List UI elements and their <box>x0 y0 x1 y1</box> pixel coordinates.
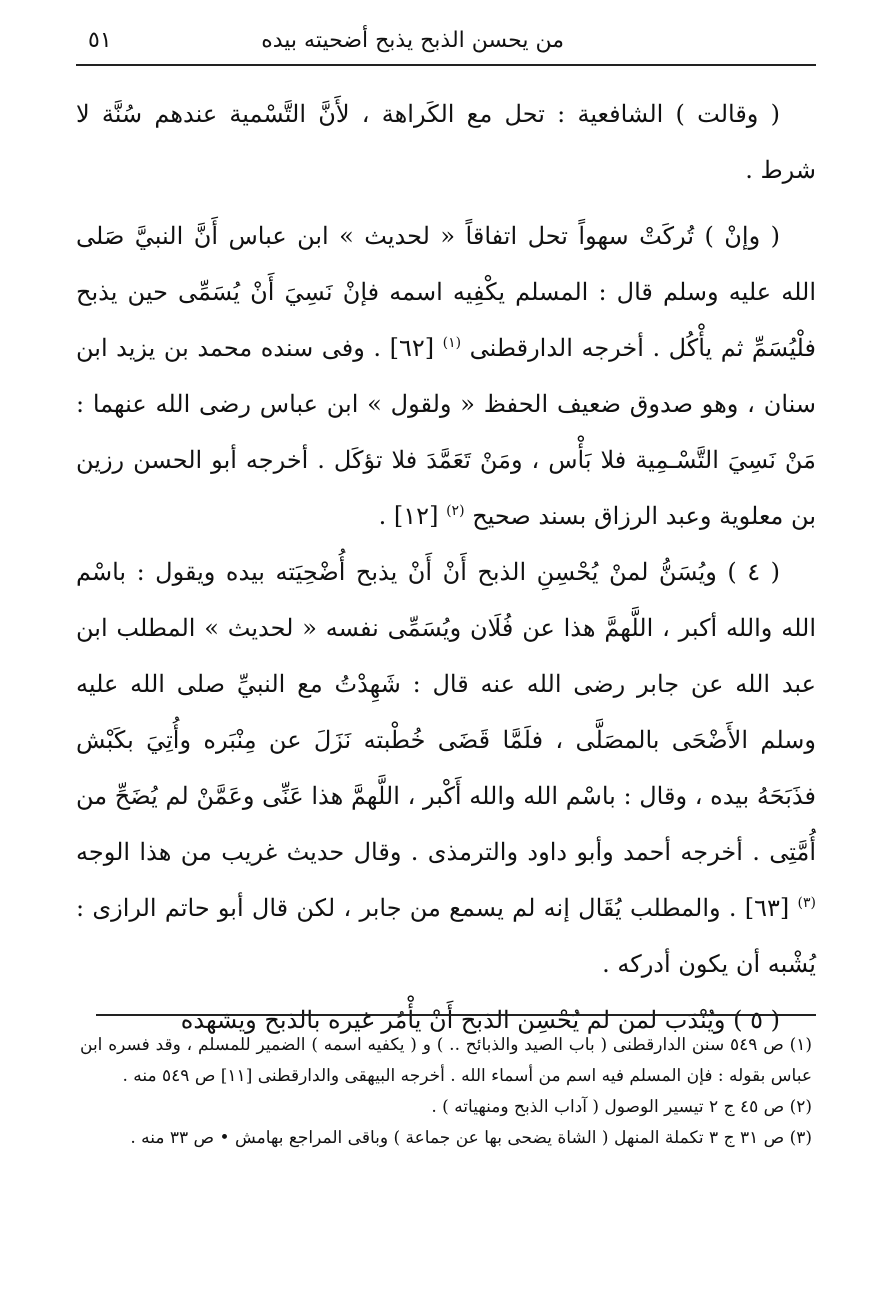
footnote-3 <box>80 1123 812 1154</box>
header-rule <box>76 64 816 66</box>
footnote-1 <box>80 1030 812 1092</box>
footnote-1-text: (١) ص ٥٤٩ سنن الدارقطنى ( باب الصيد والذبائح .. ) و ( يكفيه اسمه ) الضمير للمسلم ، وقد فسره ابن عباس بقوله : فإن المسلم فيه اسم من أسماء الله . أخرجه البيهقى والدارقطنى [١١] ص ٥٤٩ منه . <box>80 1035 812 1086</box>
footnote-ref-1: (١) <box>442 335 462 351</box>
footnote-2-text: (٢) ص ٤٥ ج ٢ تيسير الوصول ( آداب الذبح ومنهياته ) . <box>431 1097 812 1117</box>
paragraph-2 <box>76 208 816 544</box>
paragraph-2-text: ( وإنْ ) تُركَتْ سهواً تحل اتفاقاً « لحديث » ابن عباس أَنَّ النبيَّ صَلى الله عليه وسلم قال : المسلم يكْفِيه اسمه فإنْ نَسِيَ أَنْ يُسَمِّى حين يذبح فلْيُسَمِّ ثم يأْكُل . أخرجه الدارقطنى <box>76 222 816 362</box>
footnote-ref-3: (٣) <box>797 895 816 911</box>
paragraph-3-text: ( ٤ ) ويُسَنُّ لمنْ يُحْسِنِ الذبح أَنْ أَنْ يذبح أُضْحِيَته بيده ويقول : باسْم الله والله أكبر ، اللَّهمَّ هذا عن فُلَان ويُسَمِّى نفسه « لحديث » المطلب ابن عبد الله عن جابر رضى الله عنه قال : شَهِدْتُ مع النبيِّ صلى الله عليه وسلم الأَضْحَى بالمصَلَّى ، فلَمَّا قَضَى خُطْبته نَزَلَ عن مِنْبَره وأُتِيَ بكَبْش فذَبَحَهُ بيده ، وقال : باسْم الله والله أَكْبر ، اللَّهمَّ هذا عَنِّى وعَمَّنْ لم يُضَحِّ من أُمَّتِى . أخرجه أحمد وأبو داود والترمذى . وقال حديث غريب من هذا الوجه <box>76 558 816 866</box>
paragraph-3 <box>76 544 816 992</box>
paragraph-4-text: ( ٥ ) ويُنْدَب لمن لم يُحْسِن الذبح أَنْ يأْمُر غيره بالذبح ويشهده <box>180 1006 780 1034</box>
footnote-2 <box>80 1092 812 1123</box>
running-header <box>80 22 814 60</box>
paragraph-2-tail: [٦٢] . وفى سنده محمد بن يزيد ابن سنان ، وهو صدوق ضعيف الحفظ « ولقول » ابن عباس رضى الله عنهما : مَنْ نَسِيَ التَّسْـمِية فلا بَأْس ، ومَنْ تَعَمَّدَ فلا تؤكَل . أخرجه أبو الحسن رزين بن معلوية وعبد الرزاق بسند صحيح <box>76 334 816 530</box>
footnote-3-text: (٣) ص ٣١ ج ٣ تكملة المنهل ( الشاة يضحى بها عن جماعة ) وباقى المراجع بهامش • ص ٣٣ منه . <box>130 1128 812 1148</box>
footnote-rule <box>96 1014 816 1016</box>
paragraph-1 <box>76 86 816 198</box>
paragraph-3-tail: [٦٣] . والمطلب يُقَال إنه لم يسمع من جابر ، لكن قال أبو حاتم الرازى : يُشْبه أن يكون أدركه . <box>76 894 816 978</box>
footnotes <box>80 1030 812 1154</box>
paragraph-1-text: ( وقالت ) الشافعية : تحل مع الكَراهة ، لأَنَّ التَّسْمية عندهم سُنَّة لا شرط . <box>76 100 816 184</box>
running-title: من يحسن الذبح يذبح أضحيته بيده <box>261 28 564 53</box>
footnote-ref-2: (٢) <box>446 503 465 519</box>
page-number: ٥١ <box>88 28 112 53</box>
paragraph-2-tail-2: [١٢] . <box>378 502 439 530</box>
main-text <box>76 86 816 1048</box>
